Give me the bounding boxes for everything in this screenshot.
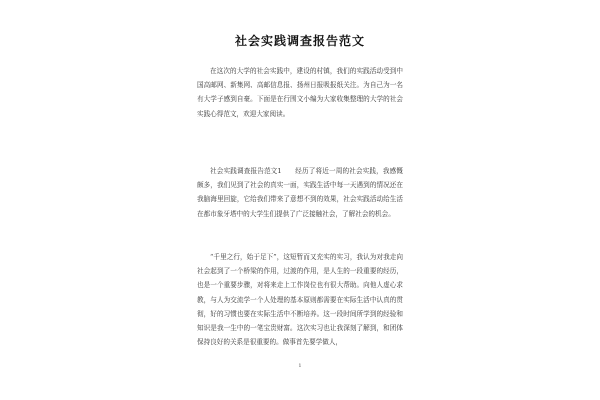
body-paragraph: 社会实践调查报告范文1 经历了将近一周的社会实践，我感慨颇多，我们见到了社会的真实一面，实践生活中每一天遇到的情况还在我脑海里回旋，它给我们带来了意想不到的效果，社会实践活动给生活在都市象牙塔中的大学生们提供了广泛接触社会，了解社会的机会。 bbox=[197, 167, 403, 218]
document-title: 社会实践调查报告范文 bbox=[234, 34, 365, 48]
intro-paragraph: 在这次的大学的社会实践中，建设的村镇，我们的实践活动受到中国高邮网、新集网、高邮信息报、扬州日报吸报纸关注。为自己为一名有大学子感到自豪。下面是在行围文小编为大家收集整理的大学的社会实践心得范文，欢迎大家阅读。 bbox=[197, 67, 403, 118]
page-number: 1 bbox=[298, 363, 302, 369]
body-paragraph: “千里之行，始于足下”，这短暂而又充实的实习，我认为对我走向社会起到了一个桥梁的作用，过渡的作用，是人生的一段重要的经历，也是一个重要步骤，对将来走上工作岗位也有很大帮助。向他人虚心求教，与人为交流学一个人处理的基本原则都需要在实际生活中认真的贯彻，好的习惯也要在实际生活中不断培养。这一段时间所学到的经验和知识是我一生中的一笔宝贵财富。这次实习也让我深刻了解到，和团体保持良好的关系是很重要的。做事首先要学做人， bbox=[197, 253, 403, 347]
